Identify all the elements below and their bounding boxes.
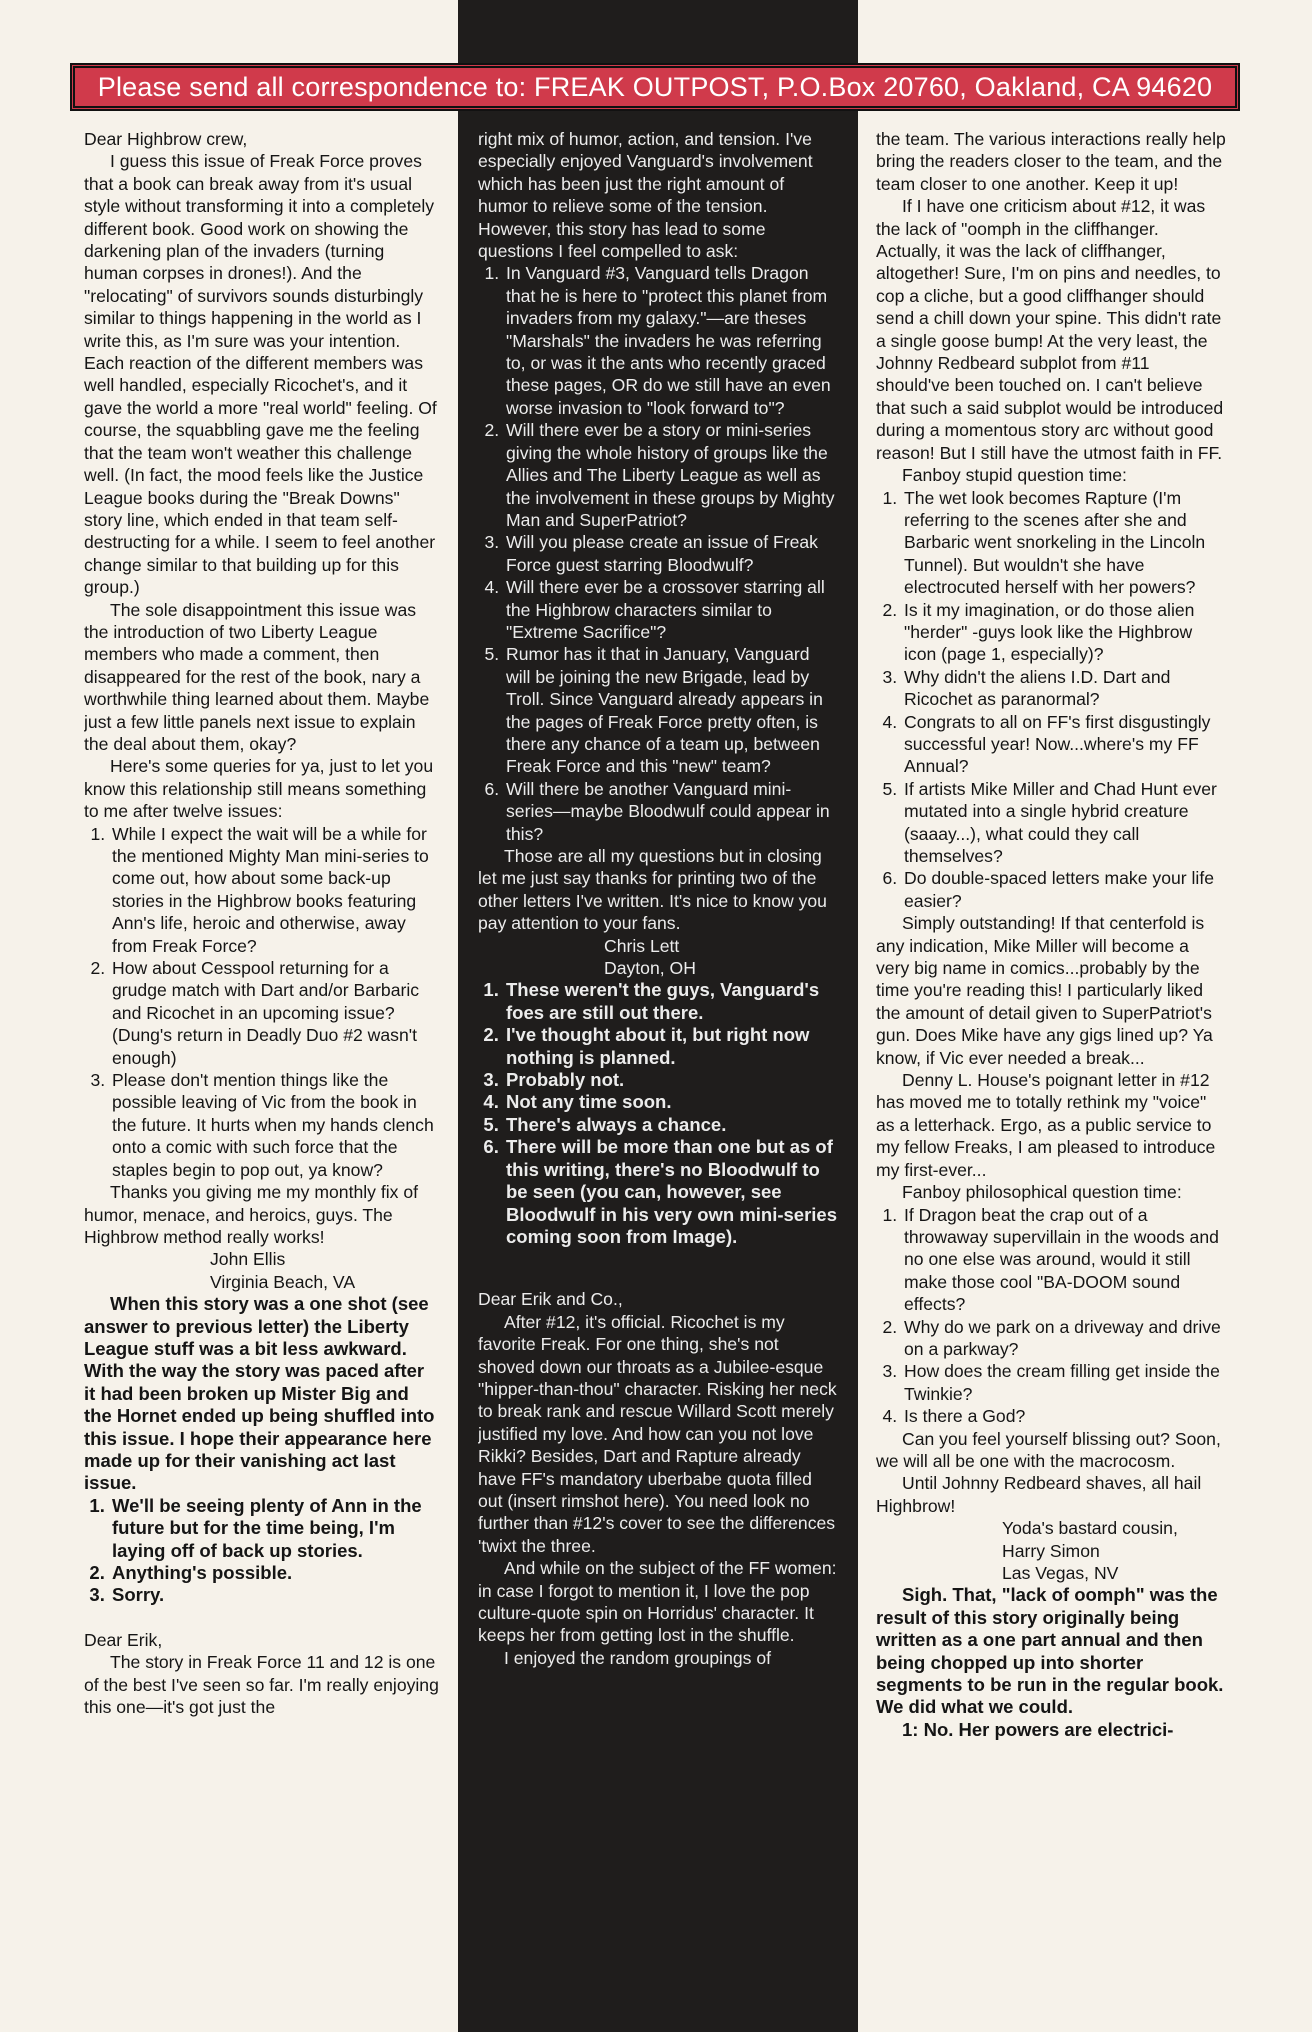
question-item: 3. Why didn't the aliens I.D. Dart and Ricochet as paranormal? — [902, 666, 1226, 711]
letter3-paragraph: If I have one criticism about #12, it was the lack of "oomph in the cliffhanger. Actually, it was the lack of cliffhanger, altogether! Sure, I'm on pins and needles, to cop a cliche, but a good cliffhanger should send a chill down your spine. This didn't rate a single goose bump! At the very least, the Johnny Redbeard subplot from #11 should've been touched on. I can't believe that such a said subplot would be introduced during a momentous story arc without good reason! But I still have the utmost faith in FF. — [876, 196, 1224, 463]
letter1-signature-place: Virginia Beach, VA — [210, 1271, 356, 1292]
answer-item: 2. Anything's possible. — [110, 1562, 439, 1584]
letter3-paragraph: And while on the subject of the FF women: in case I forgot to mention it, I love the pop culture-quote spin on Horridus' character. It keeps her from getting lost in the shuffle. — [478, 1558, 837, 1646]
answer-item: 6. There will be more than one but as of this writing, there's no Bloodwulf to be seen (you can, however, see Bloodwulf in his very own mini-series coming soon from Image). — [504, 1136, 838, 1248]
question-item: 6. Do double-spaced letters make your life easier? — [902, 867, 1226, 912]
answer-item: 5. There's always a chance. — [504, 1114, 838, 1136]
letter3-signature-alias: Yoda's bastard cousin, — [1002, 1518, 1178, 1539]
question-item: 2. Is it my imagination, or do those alien "herder" -guys look like the Highbrow icon (page 1, especially)? — [902, 599, 1226, 666]
letter3-signature-name: Harry Simon — [1002, 1540, 1100, 1561]
letter2-questions — [478, 262, 838, 845]
letter1-signature-name: John Ellis — [210, 1249, 286, 1270]
question-item: 1. While I expect the wait will be a while for the mentioned Mighty Man mini-series to come out, how about some back-up stories in the Highbrow books featuring Ann's life, heroic and otherwise, away from Freak Force? — [110, 823, 439, 957]
letter3-paragraph: Fanboy stupid question time: — [902, 465, 1127, 486]
question-item: 5. If artists Mike Miller and Chad Hunt ever mutated into a single hybrid creature (saaay...), what could they call themselves? — [902, 778, 1226, 868]
question-item: 3. How does the cream filling get inside the Twinkie? — [902, 1360, 1226, 1405]
letter1-paragraph: The sole disappointment this issue was the introduction of two Liberty League members who made a comment, then disappeared for the rest of the book, nary a worthwhile thing learned about them. Maybe just a few little panels next issue to explain the deal about them, okay? — [84, 599, 430, 754]
question-item: 6. Will there be another Vanguard mini-series—maybe Bloodwulf could appear in this? — [504, 778, 838, 845]
letter3-salutation: Dear Erik and Co., — [478, 1289, 623, 1310]
letter3-paragraph: After #12, it's official. Ricochet is my favorite Freak. For one thing, she's not shoved down our throats as a Jubilee-esque "hipper-than-thou" character. Risking her neck to break rank and rescue Willard Scott merely justified my love. And how can you not love Rikki? Besides, Dart and Rapture already have FF's mandatory uberbabe quota filled out (insert rimshot here). You need look no further than #12's cover to see the differences 'twixt the three. — [478, 1311, 837, 1556]
column-left — [84, 128, 439, 2018]
question-item: 4. Will there ever be a crossover starring all the Highbrow characters similar to "Extreme Sacrifice"? — [504, 576, 838, 643]
letter3-paragraph: I enjoyed the random groupings of — [504, 1647, 772, 1668]
question-item: 4. Congrats to all on FF's first disgustingly successful year! Now...where's my FF Annual? — [902, 711, 1226, 778]
letter1-salutation: Dear Highbrow crew, — [84, 129, 248, 149]
letter3-philosophical-questions — [876, 1204, 1226, 1428]
letter3-paragraph: Denny L. House's poignant letter in #12 has moved me to totally rethink my "voice" as a letterhack. Ergo, as a public service to my fellow Freaks, I am pleased to introduce my first-ever... — [876, 1070, 1216, 1180]
question-item: 1. The wet look becomes Rapture (I'm referring to the scenes after she and Barbaric went snorkeling in the Lincoln Tunnel). But wouldn't she have electrocuted herself with her powers? — [902, 487, 1226, 599]
answer-item: 1. We'll be seeing plenty of Ann in the future but for the time being, I'm laying off of back up stories. — [110, 1495, 439, 1562]
question-item: 5. Rumor has it that in January, Vanguard will be joining the new Brigade, lead by Troll. Since Vanguard already appears in the pages of Freak Force pretty often, is there any chance of a team up, between Freak Force and this "new" team? — [504, 643, 838, 777]
answer-item: 3. Sorry. — [110, 1584, 439, 1606]
letter1-paragraph: Thanks you giving me my monthly fix of humor, menace, and heroics, guys. The Highbrow method really works! — [84, 1182, 419, 1247]
letter2-salutation: Dear Erik, — [84, 1629, 163, 1650]
answer-item: 2. I've thought about it, but right now nothing is planned. — [504, 1024, 838, 1069]
letter3-questions — [876, 487, 1226, 913]
letter1-answers — [84, 1495, 439, 1607]
question-item: 4. Is there a God? — [902, 1405, 1226, 1427]
question-item: 1. If Dragon beat the crap out of a throwaway supervillain in the woods and no one else was around, would it still make those cool "BA-DOOM sound effects? — [902, 1204, 1226, 1316]
letter3-editor-answer: Sigh. That, "lack of oomph" was the result of this story originally being written as a one part annual and then being chopped up into shorter segments to be run in the regular book. We did what we could. — [876, 1584, 1224, 1718]
question-item: 2. Will there ever be a story or mini-series giving the whole history of groups like the Allies and The Liberty League as well as the involvement in these groups by Mighty Man and SuperPatriot? — [504, 419, 838, 531]
letter2-signature-place: Dayton, OH — [604, 958, 696, 979]
answer-item: 3. Probably not. — [504, 1069, 838, 1091]
question-item: 3. Will you please create an issue of Freak Force guest starring Bloodwulf? — [504, 531, 838, 576]
letter2-signature-name: Chris Lett — [604, 935, 680, 956]
question-item: 2. How about Cesspool returning for a grudge match with Dart and/or Barbaric and Ricochet in an upcoming issue? (Dung's return in Deadly Duo #2 wasn't enough) — [110, 957, 439, 1069]
letter3-paragraph: Until Johnny Redbeard shaves, all hail Highbrow! — [876, 1473, 1202, 1516]
correspondence-banner: Please send all correspondence to: FREAK OUTPOST, P.O.Box 20760, Oakland, CA 94620 — [70, 63, 1240, 111]
letter2-answers — [478, 979, 838, 1248]
answer-item: 1. These weren't the guys, Vanguard's foes are still out there. — [504, 979, 838, 1024]
letter1-questions — [84, 823, 439, 1182]
column-right — [876, 128, 1226, 2018]
letter2-paragraph: right mix of humor, action, and tension. I've especially enjoyed Vanguard's involvement which has been just the right amount of humor to relieve some of the tension. However, this story has lead to some questions I feel compelled to ask: — [478, 129, 813, 262]
letter1-paragraph: I guess this issue of Freak Force proves that a book can break away from it's usual style without transforming it into a completely different book. Good work on showing the darkening plan of the invaders (turning human corpses in drones!). And the "relocating" of survivors sounds disturbingly similar to things happening in the world as I write this, as I'm sure was your intention. Each reaction of the different members was well handled, especially Ricochet's, and it gave the world a more "real world" feeling. Of course, the squabbling gave me the feeling that the team won't weather this challenge well. (In fact, the mood feels like the Justice League books during the "Break Downs" story line, which ended in that team self-destructing for a while. I seem to feel another change similar to that building up for this group.) — [84, 151, 437, 598]
question-item: 1. In Vanguard #3, Vanguard tells Dragon that he is here to "protect this planet from invaders from my galaxy."—are theses "Marshals" the invaders he was referring to, or was it the ants who recently graced these pages, OR do we still have an even worse invasion to "look forward to"? — [504, 262, 838, 419]
letter3-signature-place: Las Vegas, NV — [1002, 1563, 1119, 1583]
letter2-paragraph: The story in Freak Force 11 and 12 is one of the best I've seen so far. I'm really enjoying this one—it's got just the — [84, 1652, 439, 1718]
letter3-paragraph: Simply outstanding! If that centerfold is any indication, Mike Miller will become a very big name in comics...probably by the time you're reading this! I particularly liked the amount of detail given to SuperPatriot's gun. Does Mike have any gigs lined up? Ya know, if Vic ever needed a break... — [876, 913, 1213, 1068]
letter3-paragraph: Fanboy philosophical question time: — [902, 1182, 1182, 1203]
answer-item: 4. Not any time soon. — [504, 1091, 838, 1113]
column-center — [478, 128, 838, 2018]
question-item: 3. Please don't mention things like the possible leaving of Vic from the book in the future. It hurts when my hands clench onto a comic with such force that the staples begin to pop out, ya know? — [110, 1069, 439, 1181]
letter1-editor-answer: When this story was a one shot (see answer to previous letter) the Liberty League stuff was a bit less awkward. With the way the story was paced after it had been broken up Mister Big and the Hornet ended up being shuffled into this issue. I hope their appearance here made up for their vanishing act last issue. — [84, 1293, 435, 1494]
question-item: 2. Why do we park on a driveway and drive on a parkway? — [902, 1316, 1226, 1361]
letter3-paragraph: the team. The various interactions really help bring the readers closer to the team, and the team closer to one another. Keep it up! — [876, 129, 1226, 194]
letter3-paragraph: Can you feel yourself blissing out? Soon, we will all be one with the macrocosm. — [876, 1428, 1221, 1471]
letter1-paragraph: Here's some queries for ya, just to let you know this relationship still means something to me after twelve issues: — [84, 756, 434, 822]
letter3-answer-1: 1: No. Her powers are electrici- — [902, 1718, 1174, 1740]
letter2-paragraph: Those are all my questions but in closing let me just say thanks for printing two of the other letters I've written. It's nice to know you pay attention to your fans. — [478, 846, 827, 934]
